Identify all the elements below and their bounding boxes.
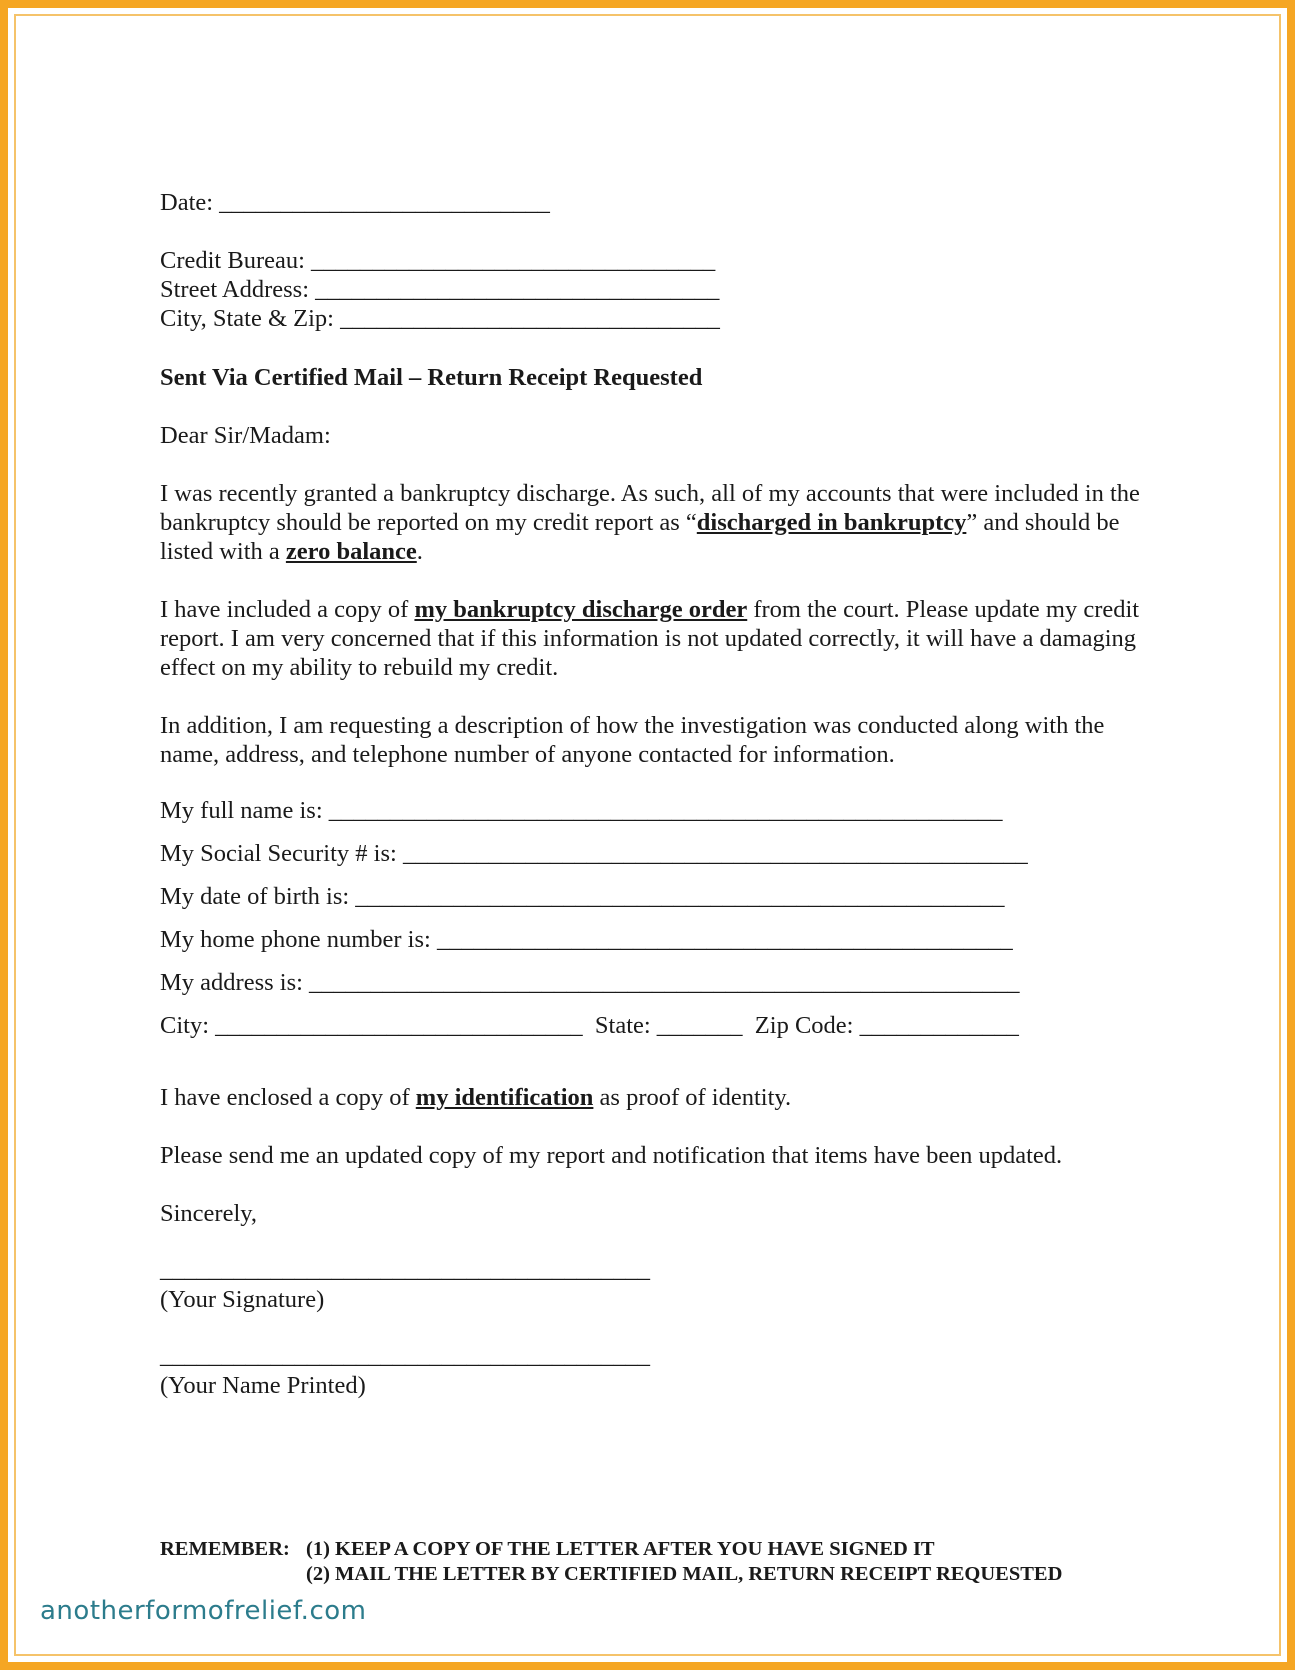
p1-text-a: I was recently granted a bankruptcy discharge. As such, all of my accounts that were included in the bankruptcy should be reported on my credit report as “ (160, 480, 1140, 536)
field-full-name: My full name is: _______________________________________________________ (160, 797, 1003, 824)
closing: Sincerely, (160, 1200, 258, 1227)
field-ssn: My Social Security # is: ___________________________________________________ (160, 840, 1028, 867)
p1-emphasis-discharged: discharged in bankruptcy (696, 509, 967, 536)
paragraph-4 (160, 1083, 1150, 1112)
signature-rule: ________________________________________ (160, 1256, 650, 1283)
remember-item-2: (2) MAIL THE LETTER BY CERTIFIED MAIL, RETURN RECEIPT REQUESTED (306, 1563, 1063, 1585)
paragraph-1 (160, 479, 1150, 566)
paragraph-3: In addition, I am requesting a description of how the investigation was conducted along with the name, address, and telephone number of anyone contacted for information. (160, 712, 1105, 768)
city-state-zip-line: City, State & Zip: _______________________________ (160, 305, 720, 332)
p4-emphasis-identification: my identification (415, 1084, 594, 1111)
p2-text-a: I have included a copy of (160, 596, 415, 623)
p4-text-a: I have enclosed a copy of (160, 1084, 416, 1111)
p1-text-e: . (416, 538, 423, 565)
credit-bureau-line: Credit Bureau: _________________________________ (160, 247, 716, 274)
date-line: Date: ___________________________ (160, 189, 550, 216)
field-phone: My home phone number is: _______________________________________________ (160, 926, 1013, 953)
remember-label: REMEMBER: (160, 1538, 290, 1560)
field-address: My address is: __________________________________________________________ (160, 969, 1020, 996)
field-city-state-zip: City: ______________________________ State: _______ Zip Code: _____________ (160, 1012, 1019, 1039)
sent-via-heading: Sent Via Certified Mail – Return Receipt Requested (160, 364, 703, 391)
salutation: Dear Sir/Madam: (160, 422, 331, 449)
signature-label: (Your Signature) (160, 1286, 325, 1313)
field-dob: My date of birth is: _____________________________________________________ (160, 883, 1005, 910)
p2-emphasis-discharge-order: my bankruptcy discharge order (414, 596, 748, 623)
p1-text-c: ” and should be listed with a (160, 509, 1120, 565)
paragraph-5: Please send me an updated copy of my report and notification that items have been updated. (160, 1142, 1063, 1169)
site-watermark: anotherformofrelief.com (40, 1596, 367, 1626)
p4-text-c: as proof of identity. (593, 1084, 792, 1111)
p2-text-c: from the court. Please update my credit report. I am very concerned that if this information is not updated correctly, it will have a damaging effect on my ability to rebuild my credit. (160, 596, 1140, 681)
paragraph-2 (160, 595, 1150, 682)
remember-item-1: (1) KEEP A COPY OF THE LETTER AFTER YOU HAVE SIGNED IT (306, 1538, 935, 1560)
name-label: (Your Name Printed) (160, 1372, 366, 1399)
p1-emphasis-zero-balance: zero balance (285, 538, 417, 565)
name-rule: ________________________________________ (160, 1342, 650, 1369)
street-address-line: Street Address: _________________________________ (160, 276, 720, 303)
